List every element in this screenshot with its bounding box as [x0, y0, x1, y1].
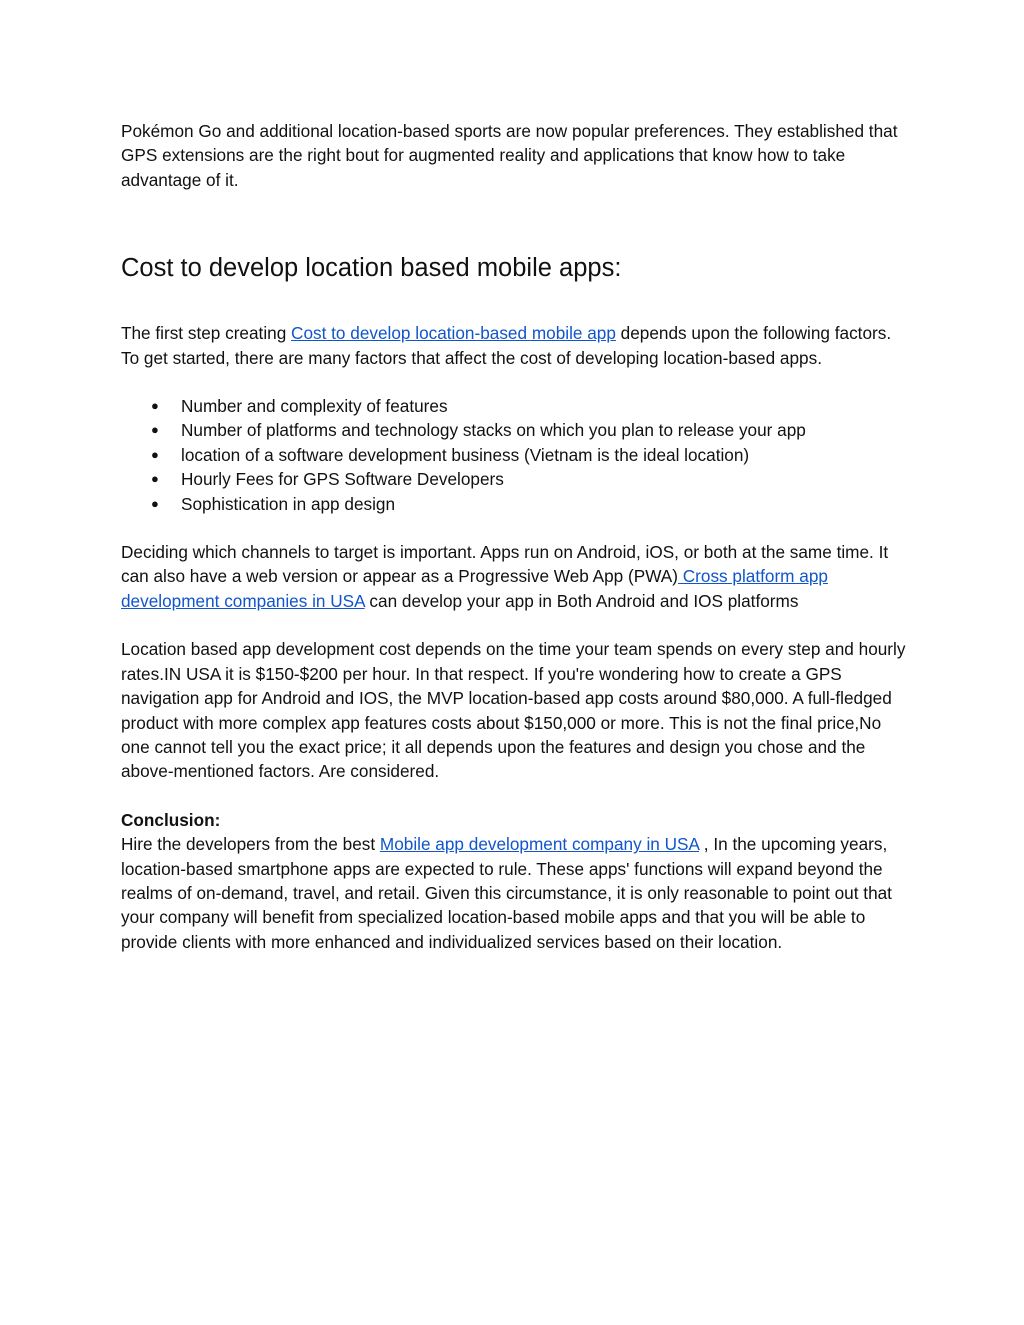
bullet-icon: ●: [151, 471, 159, 487]
list-item: [121, 418, 911, 442]
list-item: [121, 467, 911, 491]
list-item-text: Number of platforms and technology stacks on which you plan to release your app: [181, 420, 806, 441]
cost-paragraph-text-before: The first step creating: [121, 323, 292, 344]
conclusion-title: Conclusion:: [121, 809, 221, 830]
list-item-text: Sophistication in app design: [181, 493, 396, 514]
document-page: [121, 119, 911, 954]
cost-paragraph-text-after: depends upon the following factors. To get started, there are many factors that affect the cost of developing location-based apps.: [121, 323, 892, 368]
channels-paragraph-text-after: can develop your app in Both Android and IOS platforms: [364, 590, 799, 611]
conclusion-text-before: Hire the developers from the best: [121, 834, 380, 855]
conclusion-paragraph: [121, 832, 911, 954]
channels-paragraph-text-before: Deciding which channels to target is important. Apps run on Android, iOS, or both at the same time. It can also have a web version or appear as a Progressive Web App (PWA): [121, 542, 889, 587]
list-item-text: location of a software development business (Vietnam is the ideal location): [181, 444, 750, 465]
channels-paragraph: [121, 540, 911, 613]
cost-to-develop-link[interactable]: Cost to develop location-based mobile app: [291, 323, 616, 344]
intro-paragraph: Pokémon Go and additional location-based sports are now popular preferences. They established that GPS extensions are the right bout for augmented reality and applications that know how to take advantage of it.: [121, 121, 898, 190]
list-item: [121, 394, 911, 418]
bullet-icon: ●: [151, 495, 159, 511]
bullet-icon: ●: [151, 422, 159, 438]
list-item-text: Hourly Fees for GPS Software Developers: [181, 469, 504, 490]
list-item: [121, 492, 911, 516]
conclusion-text-after: , In the upcoming years, location-based smartphone apps are expected to rule. These apps' functions will expand beyond the realms of on-demand, travel, and retail. Given this circumstance, it is only reasonable to point out that your company will benefit from specialized location-based mobile apps and that you will be able to provide clients with more enhanced and individualized services based on their location.: [121, 834, 892, 952]
list-item: [121, 443, 911, 467]
factors-list: [121, 394, 911, 516]
list-item-text: Number and complexity of features: [181, 396, 448, 417]
bullet-icon: ●: [151, 398, 159, 414]
cost-paragraph: [121, 321, 911, 370]
bullet-icon: ●: [151, 446, 159, 462]
pricing-paragraph: Location based app development cost depends on the time your team spends on every step and hourly rates.IN USA it is $150-$200 per hour. In that respect. If you're wondering how to create a GPS navigation app for Android and IOS, the MVP location-based app costs around $80,000. A full-fledged product with more complex app features costs about $150,000 or more. This is not the final price,No one cannot tell you the exact price; it all depends upon the features and design you chose and the above-mentioned factors. Are considered.: [121, 639, 906, 782]
mobile-app-company-link[interactable]: Mobile app development company in USA: [379, 834, 700, 855]
section-heading: Cost to develop location based mobile apps:: [121, 254, 622, 283]
cross-platform-link[interactable]: Cross platform app development companies in USA: [121, 566, 828, 611]
